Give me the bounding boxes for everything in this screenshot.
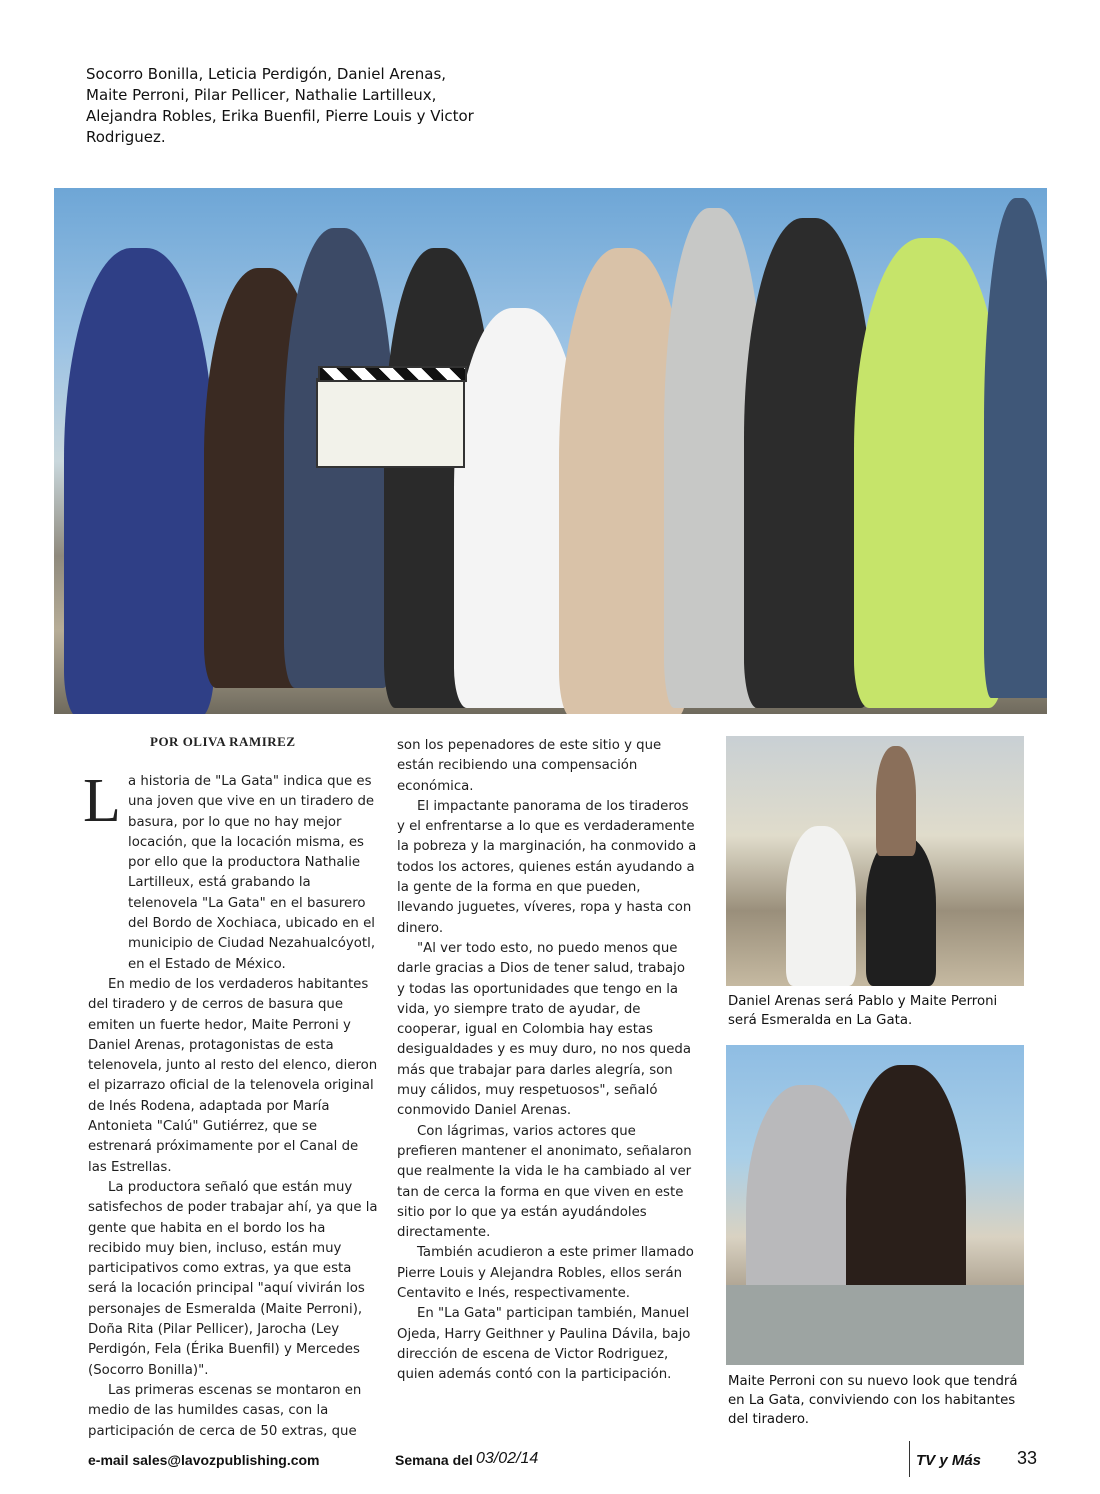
article-column-2 xyxy=(397,736,697,1386)
main-cast-photo xyxy=(54,188,1047,714)
side-caption-2: Maite Perroni con su nuevo look que tendrá en La Gata, conviviendo con los habitantes del tiradero. xyxy=(728,1374,1018,1427)
paragraph: También acudieron a este primer llamado Pierre Louis y Alejandra Robles, ellos serán Centavito e Inés, respectivamente. xyxy=(397,1245,694,1302)
side-photo-arenas-perroni xyxy=(726,736,1024,986)
clapperboard xyxy=(316,378,465,468)
dropcap: L xyxy=(83,767,121,835)
footer-divider xyxy=(909,1441,910,1477)
byline: POR OLIVA RAMIREZ xyxy=(150,734,296,749)
side-photo-perroni-resident xyxy=(726,1045,1024,1365)
paragraph: En medio de los verdaderos habitantes del tiradero y de cerros de basura que emiten un fuerte hedor, Maite Perroni y Daniel Arenas, protagonistas de esta telenovela, junto al resto del elenco, dieron el pizarrazo oficial de la telenovela original de Inés Rodena, adaptada por María Antonieta "Calú" Gutiérrez, que se estrenará próximamente por el Canal de las Estrellas. xyxy=(88,976,378,1175)
paragraph: Las primeras escenas se montaron en medio de las humildes casas, con la participación de cerca de 50 extras, que xyxy=(88,1382,362,1439)
page-number: 33 xyxy=(1017,1448,1038,1468)
paragraph: "Al ver todo esto, no puedo menos que darle gracias a Dios de tener salud, trabajo y todas las oportunidades que tengo en la vida, yo siempre trato de ayudar, de cooperar, igual en Colombia hay estas desigualdades y es muy duro, no nos queda más que trabajar para darles alegría, son muy cálidos, muy respetuosos", señaló conmovido Daniel Arenas. xyxy=(397,940,691,1119)
footer-week-label: Semana del xyxy=(395,1452,473,1468)
paragraph: son los pepenadores de este sitio y que están recibiendo una compensación económica. xyxy=(397,738,662,794)
footer-date: 03/02/14 xyxy=(476,1450,539,1467)
footer-email: e-mail sales@lavozpublishing.com xyxy=(88,1452,320,1468)
article-column-1 xyxy=(88,772,378,1442)
paragraph: Con lágrimas, varios actores que prefieren mantener el anonimato, señalaron que realmente la vida le ha cambiado al ver tan de cerca la forma en que viven en este sitio por lo que ya están ayudándoles directamente. xyxy=(397,1123,692,1241)
paragraph: En "La Gata" participan también, Manuel Ojeda, Harry Geithner y Paulina Dávila, bajo dirección de escena de Victor Rodriguez, quien además contó con la participación. xyxy=(397,1306,691,1383)
top-photo-caption: Socorro Bonilla, Leticia Perdigón, Daniel Arenas, Maite Perroni, Pilar Pellicer, Nathalie Lartilleux, Alejandra Robles, Erika Buenfil, Pierre Louis y Victor Rodriguez. xyxy=(86,65,474,146)
paragraph: a historia de "La Gata" indica que es una joven que vive en un tiradero de basura, por lo que no hay mejor locación, que la locación misma, es por ello que la productora Nathalie Lartilleux, está grabando la telenovela "La Gata" en el basurero del Bordo de Xochiaca, ubicado en el municipio de Ciudad Nezahualcóyotl, en el Estado de México. xyxy=(128,774,376,972)
side-caption-1: Daniel Arenas será Pablo y Maite Perroni será Esmeralda en La Gata. xyxy=(728,994,998,1028)
paragraph: El impactante panorama de los tiraderos y el enfrentarse a lo que es verdaderamente la pobreza y la marginación, ha conmovido a todos los actores, quienes están ayudando a la gente de la forma en que pueden, llevando juguetes, víveres, ropa y hasta con dinero. xyxy=(397,798,697,936)
paragraph: La productora señaló que están muy satisfechos de poder trabajar ahí, ya que la gente que habita en el bordo los ha recibido muy bien, incluso, están muy participativos como extras, ya que esta será la locación principal "aquí vivirán los personajes de Esmeralda (Maite Perroni), Doña Rita (Pilar Pellicer), Jarocha (Ley Perdigón, Fela (Érika Buenfil) y Mercedes (Socorro Bonilla)". xyxy=(88,1179,378,1378)
footer-brand: TV y Más xyxy=(916,1452,982,1469)
